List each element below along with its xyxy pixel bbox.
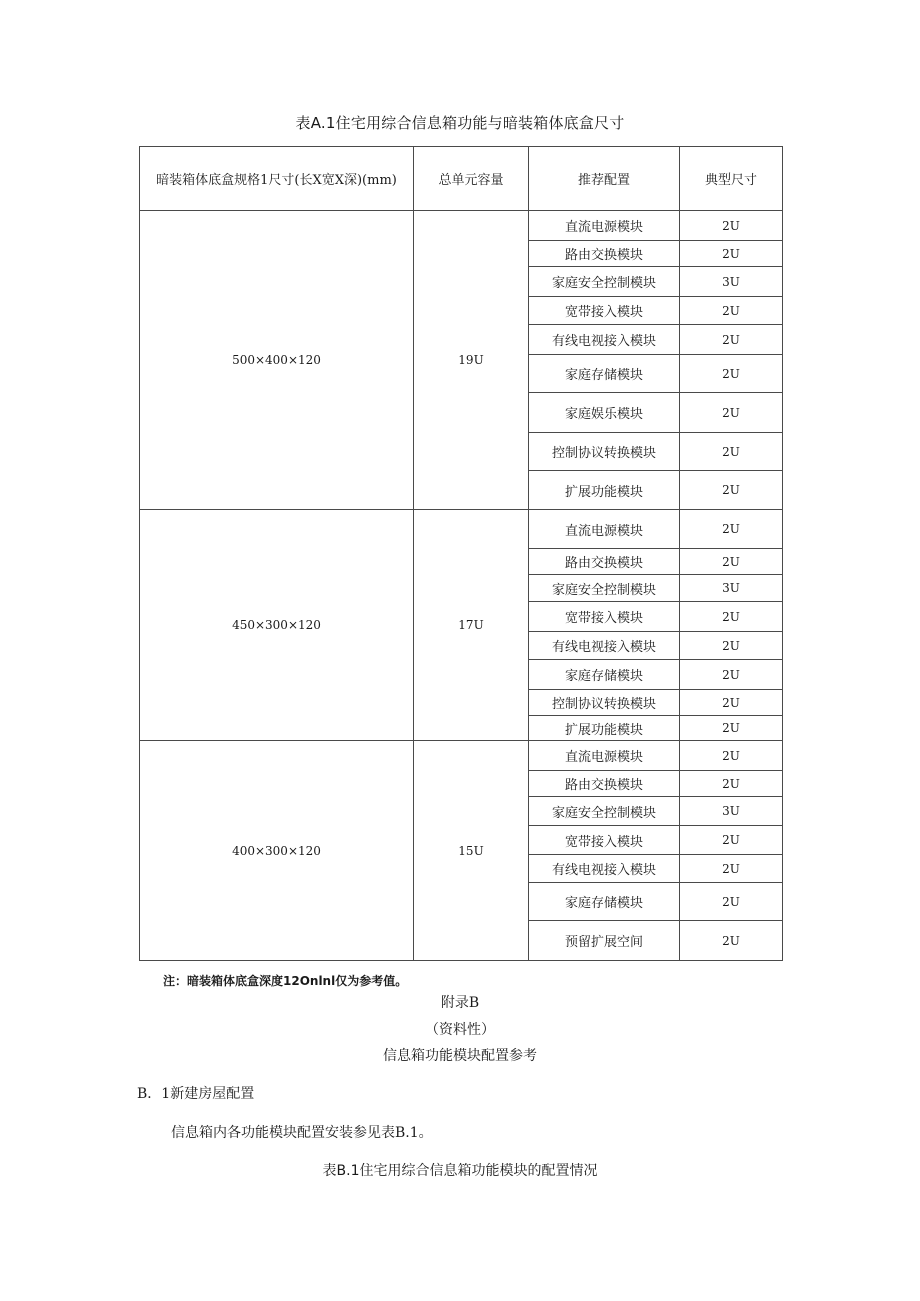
- table-row: [140, 510, 783, 549]
- table-row: [140, 211, 783, 241]
- module-name-cell: 路由交换模块: [529, 771, 680, 797]
- module-size-cell: 2U: [680, 660, 783, 690]
- header-config: 推荐配置: [529, 147, 680, 211]
- header-size: 暗装箱体底盒规格1尺寸(长X宽X深)(mm): [140, 147, 414, 211]
- module-size-cell: 2U: [680, 716, 783, 741]
- table-row: [140, 741, 783, 771]
- module-size-cell: 2U: [680, 741, 783, 771]
- module-name-cell: 家庭安全控制模块: [529, 267, 680, 297]
- module-name-cell: 直流电源模块: [529, 741, 680, 771]
- module-size-cell: 3U: [680, 575, 783, 602]
- spec-table-body: [140, 147, 783, 961]
- module-size-cell: 2U: [680, 921, 783, 961]
- table-header-row: [140, 147, 783, 211]
- appendix-title: 附录B: [440, 995, 480, 1011]
- module-size-cell: 2U: [680, 883, 783, 921]
- capacity-cell: 19U: [414, 211, 529, 510]
- module-size-cell: 3U: [680, 267, 783, 297]
- module-name-cell: 宽带接入模块: [529, 826, 680, 855]
- module-name-cell: 直流电源模块: [529, 211, 680, 241]
- box-size-cell: 450×300×120: [140, 510, 414, 741]
- module-size-cell: 2U: [680, 325, 783, 355]
- capacity-cell: 17U: [414, 510, 529, 741]
- module-size-cell: 2U: [680, 510, 783, 549]
- spec-table: [139, 146, 783, 961]
- module-size-cell: 2U: [680, 602, 783, 632]
- module-name-cell: 家庭存储模块: [529, 355, 680, 393]
- module-size-cell: 2U: [680, 549, 783, 575]
- module-size-cell: 2U: [680, 632, 783, 660]
- module-name-cell: 宽带接入模块: [529, 602, 680, 632]
- appendix-heading: 信息箱功能模块配置参考: [383, 1048, 537, 1064]
- module-size-cell: 3U: [680, 797, 783, 826]
- module-name-cell: 宽带接入模块: [529, 297, 680, 325]
- module-name-cell: 路由交换模块: [529, 549, 680, 575]
- section-heading: B．1新建房屋配置: [137, 1086, 255, 1102]
- header-capacity: 总单元容量: [414, 147, 529, 211]
- module-size-cell: 2U: [680, 355, 783, 393]
- table-note: 注：暗装箱体底盒深度12Onlnl仅为参考值。: [163, 974, 408, 988]
- appendix-type: （资料性）: [425, 1022, 495, 1038]
- module-name-cell: 有线电视接入模块: [529, 855, 680, 883]
- module-name-cell: 家庭娱乐模块: [529, 393, 680, 433]
- module-size-cell: 2U: [680, 771, 783, 797]
- table-b-title: 表B.1住宅用综合信息箱功能模块的配置情况: [322, 1163, 598, 1179]
- module-name-cell: 家庭安全控制模块: [529, 575, 680, 602]
- module-size-cell: 2U: [680, 393, 783, 433]
- module-name-cell: 路由交换模块: [529, 241, 680, 267]
- module-size-cell: 2U: [680, 855, 783, 883]
- module-name-cell: 家庭存储模块: [529, 883, 680, 921]
- module-size-cell: 2U: [680, 297, 783, 325]
- module-name-cell: 有线电视接入模块: [529, 325, 680, 355]
- capacity-cell: 15U: [414, 741, 529, 961]
- section-paragraph: 信息箱内各功能模块配置安装参见表B.1。: [171, 1125, 433, 1141]
- module-name-cell: 控制协议转换模块: [529, 433, 680, 471]
- table-a-title: 表A.1住宅用综合信息箱功能与暗装箱体底盒尺寸: [295, 114, 625, 132]
- module-size-cell: 2U: [680, 826, 783, 855]
- box-size-cell: 400×300×120: [140, 741, 414, 961]
- module-name-cell: 扩展功能模块: [529, 471, 680, 510]
- module-size-cell: 2U: [680, 433, 783, 471]
- module-size-cell: 2U: [680, 690, 783, 716]
- module-name-cell: 有线电视接入模块: [529, 632, 680, 660]
- box-size-cell: 500×400×120: [140, 211, 414, 510]
- header-typical: 典型尺寸: [680, 147, 783, 211]
- module-name-cell: 预留扩展空间: [529, 921, 680, 961]
- module-name-cell: 扩展功能模块: [529, 716, 680, 741]
- module-name-cell: 控制协议转换模块: [529, 690, 680, 716]
- module-size-cell: 2U: [680, 471, 783, 510]
- module-size-cell: 2U: [680, 241, 783, 267]
- module-name-cell: 家庭安全控制模块: [529, 797, 680, 826]
- module-name-cell: 直流电源模块: [529, 510, 680, 549]
- module-size-cell: 2U: [680, 211, 783, 241]
- module-name-cell: 家庭存储模块: [529, 660, 680, 690]
